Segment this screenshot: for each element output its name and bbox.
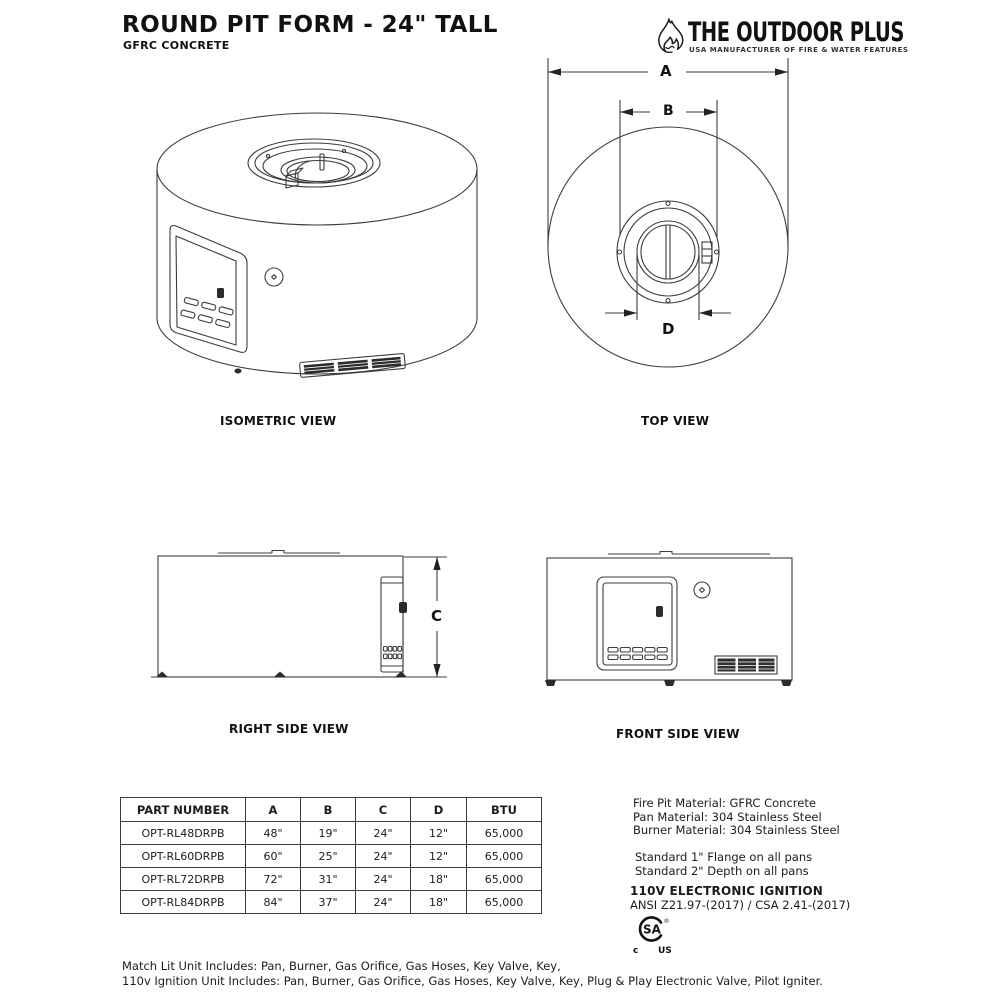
ignition-cert: ANSI Z21.97-(2017) / CSA 2.41-(2017)	[630, 898, 851, 912]
csa-r-text: ®	[663, 918, 670, 925]
front-side-view-label: FRONT SIDE VIEW	[616, 727, 740, 741]
dim-cell: 84"	[246, 891, 301, 914]
key-valve-hole	[694, 582, 710, 598]
door-vent-slots	[180, 297, 233, 328]
part-number-cell: OPT-RL60DRPB	[121, 845, 246, 868]
btu-cell: 65,000	[467, 822, 542, 845]
dim-cell: 25"	[301, 845, 356, 868]
dimension-a-lines	[548, 58, 788, 247]
dim-cell: 18"	[411, 891, 467, 914]
brand-tagline: USA MANUFACTURER OF FIRE & WATER FEATURES	[689, 46, 909, 54]
standard-line: Standard 1" Flange on all pans	[635, 850, 813, 864]
page-subtitle: GFRC CONCRETE	[123, 39, 230, 52]
material-line: Burner Material: 304 Stainless Steel	[633, 823, 840, 838]
csa-us-text: US	[658, 946, 672, 956]
pilot-assembly	[702, 242, 712, 263]
btu-cell: 65,000	[467, 891, 542, 914]
dim-b-label: B	[663, 103, 674, 119]
col-d: D	[411, 798, 467, 822]
dimension-b-lines	[620, 100, 717, 237]
dim-cell: 72"	[246, 868, 301, 891]
dim-cell: 19"	[301, 822, 356, 845]
csa-c-text: c	[633, 946, 639, 956]
dim-cell: 24"	[356, 822, 411, 845]
btu-cell: 65,000	[467, 868, 542, 891]
table-header-row	[121, 798, 542, 822]
dimension-table	[120, 797, 542, 914]
col-btu: BTU	[467, 798, 542, 822]
standard-line: Standard 2" Depth on all pans	[635, 863, 809, 878]
table-row	[121, 822, 542, 845]
part-number-cell: OPT-RL72DRPB	[121, 868, 246, 891]
col-b: B	[301, 798, 356, 822]
dim-cell: 31"	[301, 868, 356, 891]
dim-cell: 60"	[246, 845, 301, 868]
csa-mark-icon	[630, 915, 676, 957]
isometric-view-label: ISOMETRIC VIEW	[220, 414, 337, 428]
dim-cell: 48"	[246, 822, 301, 845]
brand-name: THE OUTDOOR PLUS	[688, 17, 905, 48]
foot	[545, 680, 556, 686]
ignition-title: 110V ELECTRONIC IGNITION	[630, 884, 823, 898]
csa-sa-text: SA	[643, 922, 661, 937]
door-latch	[656, 606, 663, 617]
dim-a-label: A	[660, 62, 672, 80]
dimension-d-lines	[605, 255, 731, 320]
door-vent-slots	[608, 648, 667, 660]
door-latch	[399, 602, 407, 613]
top-view-label: TOP VIEW	[641, 414, 710, 428]
door-inner	[176, 236, 236, 345]
dim-cell: 12"	[411, 845, 467, 868]
door-vent-slots	[384, 647, 402, 659]
right-side-view-label: RIGHT SIDE VIEW	[229, 722, 349, 736]
col-a: A	[246, 798, 301, 822]
part-number-cell: OPT-RL84DRPB	[121, 891, 246, 914]
dim-cell: 24"	[356, 868, 411, 891]
dim-cell: 18"	[411, 868, 467, 891]
door-inner	[603, 583, 672, 665]
foot	[664, 680, 675, 686]
door-outline	[597, 577, 677, 670]
dim-d-label: D	[662, 320, 675, 338]
isometric-view-drawing	[157, 113, 477, 378]
materials-block	[633, 797, 840, 838]
right-side-view-drawing	[151, 551, 447, 678]
material-line: Fire Pit Material: GFRC Concrete	[633, 796, 816, 810]
dim-c-label: C	[431, 607, 443, 625]
table-row	[121, 845, 542, 868]
bottom-vent-grille	[715, 656, 777, 674]
flame-icon	[654, 16, 686, 58]
front-side-view-drawing	[545, 552, 792, 687]
col-part-number: PART NUMBER	[121, 798, 246, 822]
foot	[274, 672, 286, 678]
dim-cell: 24"	[356, 845, 411, 868]
col-c: C	[356, 798, 411, 822]
dim-cell: 37"	[301, 891, 356, 914]
table-row	[121, 868, 542, 891]
btu-cell: 65,000	[467, 845, 542, 868]
footer-match-lit: Match Lit Unit Includes: Pan, Burner, Gas Orifice, Gas Hoses, Key Valve, Key,	[122, 959, 561, 973]
door-latch	[217, 288, 224, 298]
footer-110v: 110v Ignition Unit Includes: Pan, Burner, Gas Orifice, Gas Hoses, Key Valve, Key, Plug & Play Electronic Valve, Pilot Igniter.	[122, 974, 823, 988]
standards-block	[635, 851, 812, 878]
foot	[235, 369, 242, 374]
key-valve-hole	[265, 268, 283, 286]
dim-cell: 24"	[356, 891, 411, 914]
part-number-cell: OPT-RL48DRPB	[121, 822, 246, 845]
table-row	[121, 891, 542, 914]
dim-cell: 12"	[411, 822, 467, 845]
pilot-pin	[320, 154, 324, 170]
foot	[781, 680, 792, 686]
page-title: ROUND PIT FORM - 24" TALL	[122, 12, 498, 38]
material-line: Pan Material: 304 Stainless Steel	[633, 809, 822, 824]
